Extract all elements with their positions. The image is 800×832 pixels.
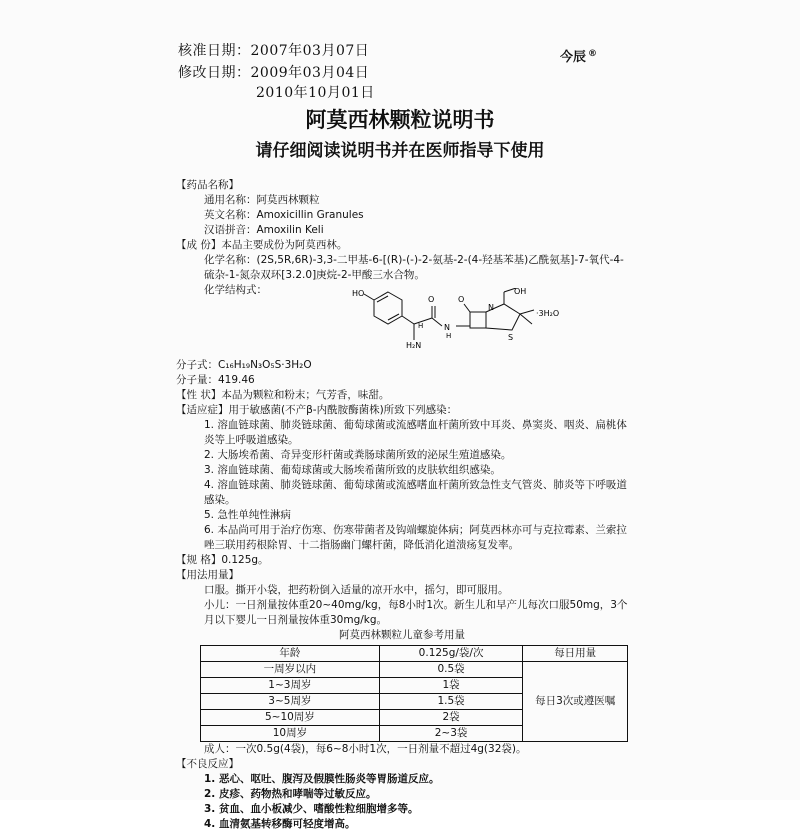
indication-item: 1. 溶血链球菌、肺炎链球菌、葡萄球菌或流感嗜血杆菌所致中耳炎、鼻窦炎、咽炎、扁桃体炎等上呼吸道感染。 [204, 419, 627, 446]
indication-item: 4. 溶血链球菌、肺炎链球菌、葡萄球菌或流感嗜血杆菌所致急性支气管炎、肺炎等下呼吸道感染。 [204, 479, 627, 506]
molecular-formula: 分子式：C₁₆H₁₉N₃O₅S·3H₂O [176, 359, 312, 371]
table-header-daily: 每日用量 [523, 646, 628, 662]
pinyin-name: 汉语拼音：Amoxilin Keli [204, 224, 324, 236]
structure-label-h2n: H₂N [406, 341, 422, 350]
section-properties: 【性 状】本品为颗粒和粉末；气芳香，味甜。 [176, 389, 390, 401]
dosage-table [200, 645, 628, 742]
table-cell-age: 1~3周岁 [201, 678, 380, 694]
table-cell-dose: 2袋 [379, 710, 523, 726]
table-cell-age: 3~5周岁 [201, 694, 380, 710]
revision-date: 修改日期：2009年03月04日 [178, 65, 370, 81]
indication-item: 5. 急性单纯性淋病 [204, 509, 291, 521]
revision-date-2: 2010年10月01日 [256, 85, 375, 101]
adverse-item: 4. 血清氨基转移酶可轻度增高。 [204, 818, 356, 830]
table-cell-dose: 1袋 [379, 678, 523, 694]
page-title: 阿莫西林颗粒说明书 [305, 107, 495, 132]
indication-item: 6. 本品尚可用于治疗伤寒、伤寒带菌者及钩端螺旋体病；阿莫西林亦可与克拉霉素、兰索拉唑三联用药根除胃、十二指肠幽门螺杆菌，降低消化道溃疡复发率。 [204, 524, 627, 551]
structure-label-nh: N [444, 323, 450, 332]
table-cell-dose: 0.5袋 [379, 662, 523, 678]
table-header-age: 年龄 [201, 646, 380, 662]
generic-name: 通用名称：阿莫西林颗粒 [204, 194, 320, 206]
table-cell-age: 5~10周岁 [201, 710, 380, 726]
structure-label-h-2: H [446, 332, 452, 340]
structure-label-o-1: O [428, 295, 435, 304]
table-row [201, 662, 628, 678]
structure-label-n: N [488, 303, 494, 312]
structure-label-s: S [508, 333, 514, 342]
table-cell-age: 一周岁以内 [201, 662, 380, 678]
table-cell-age: 10周岁 [201, 726, 380, 742]
english-name: 英文名称：Amoxicillin Granules [204, 209, 364, 221]
usage-instructions: 口服。撕开小袋，把药粉倒入适量的凉开水中，摇匀，即可服用。 [204, 584, 509, 596]
molecular-weight: 分子量：419.46 [176, 374, 255, 386]
table-header-dose: 0.125g/袋/次 [379, 646, 523, 662]
structure-label-hydrate: ·3H₂O [536, 309, 560, 318]
adverse-item: 3. 贫血、血小板减少、嗜酸性粒细胞增多等。 [204, 803, 419, 815]
registered-mark: ® [588, 48, 598, 59]
adverse-item: 1. 恶心、呕吐、腹泻及假膜性肠炎等胃肠道反应。 [204, 773, 440, 785]
structure-label: 化学结构式： [204, 284, 267, 296]
section-drug-name-heading: 【药品名称】 [176, 179, 239, 191]
table-header-row [201, 646, 628, 662]
chemical-name: 化学名称：(2S,5R,6R)-3,3-二甲基-6-[(R)-(-)-2-氨基-2-(4-羟基苯基)乙酰氨基]-7-氧代-4-硫杂-1-氮杂双环[3.2.0]庚烷-2-甲酸三水合物。 [204, 254, 624, 281]
structure-label-oh: OH [514, 288, 527, 296]
structure-label-h-1: H [418, 322, 424, 330]
section-indications-heading: 【适应症】用于敏感菌(不产β-内酰胺酶菌株)所致下列感染： [176, 404, 458, 416]
structure-diagram [352, 288, 572, 360]
page-subtitle: 请仔细阅读说明书并在医师指导下使用 [255, 141, 545, 161]
section-adverse-heading: 【不良反应】 [176, 758, 239, 770]
section-spec: 【规 格】0.125g。 [176, 554, 269, 566]
brand-name: 今辰 [560, 50, 587, 65]
adult-dosage: 成人：一次0.5g(4袋)，每6~8小时1次，一日剂量不超过4g(32袋)。 [204, 743, 527, 755]
section-usage-heading: 【用法用量】 [176, 569, 239, 581]
child-dosage: 小儿：一日剂量按体重20~40mg/kg，每8小时1次。新生儿和早产儿每次口服50mg，3个月以下婴儿一日剂量按体重30mg/kg。 [204, 599, 628, 626]
adverse-item: 2. 皮疹、药物热和哮喘等过敏反应。 [204, 788, 377, 800]
table-cell-dose: 1.5袋 [379, 694, 523, 710]
approval-date: 核准日期：2007年03月07日 [178, 43, 370, 59]
brand-logo [560, 46, 597, 65]
leaflet-body [176, 178, 628, 832]
structure-label-o-2: O [458, 295, 465, 304]
section-composition: 【成 份】本品主要成份为阿莫西林。 [176, 239, 348, 251]
indication-item: 3. 溶血链球菌、葡萄球菌或大肠埃希菌所致的皮肤软组织感染。 [204, 464, 501, 476]
structure-label-ho: HO [352, 289, 365, 298]
indication-item: 2. 大肠埃希菌、奇异变形杆菌或粪肠球菌所致的泌尿生殖道感染。 [204, 449, 512, 461]
table-cell-daily-dose: 每日3次或遵医嘱 [523, 662, 628, 742]
table-cell-dose: 2~3袋 [379, 726, 523, 742]
dosage-table-caption: 阿莫西林颗粒儿童参考用量 [339, 629, 465, 641]
